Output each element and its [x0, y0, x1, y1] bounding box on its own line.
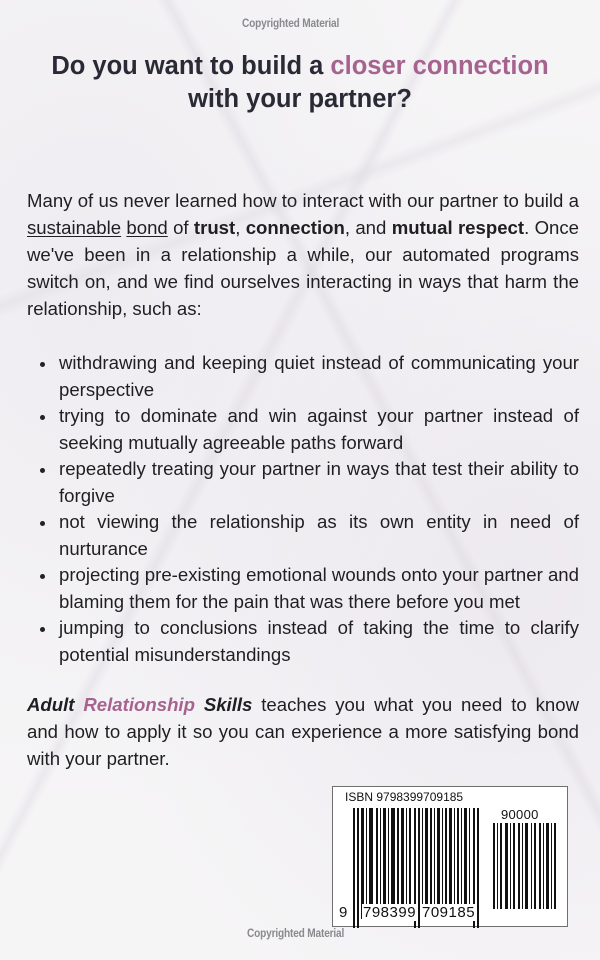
- bold-connection: connection: [245, 217, 345, 238]
- list-item-text: not viewing the relationship as its own entity in need of nurturance: [59, 511, 579, 559]
- intro-text: of: [167, 217, 194, 238]
- headline-part1: Do you want to build a: [51, 52, 331, 80]
- price-addon-label: 90000: [501, 807, 539, 822]
- bullet-icon: [40, 574, 45, 579]
- book-title-word: Adult: [27, 694, 75, 715]
- book-title-accent-word: Relationship: [83, 694, 195, 715]
- isbn-barcode: [332, 786, 568, 927]
- list-item-text: withdrawing and keeping quiet instead of communicating your perspective: [59, 352, 579, 400]
- list-item: [27, 615, 579, 668]
- copyright-watermark-top: Copyrighted Material: [242, 18, 340, 30]
- intro-text: . Once we've been in a relationship a while, our automated programs switch on, and we find ourselves interacting in ways that harm the relationship, such as:: [27, 217, 580, 319]
- intro-text: , and: [344, 217, 392, 238]
- copyright-watermark-bottom: Copyrighted Material: [247, 928, 345, 940]
- bullet-icon: [40, 415, 45, 420]
- headline: [0, 50, 600, 116]
- bullet-icon: [40, 627, 45, 632]
- barcode-digits-group2: 709185: [422, 904, 476, 921]
- list-item: [27, 350, 579, 403]
- list-item-text: trying to dominate and win against your partner instead of seeking mutually agreeable paths forward: [59, 405, 579, 453]
- book-title-word: Skills: [203, 694, 253, 715]
- issues-list: [27, 350, 579, 668]
- intro-paragraph: [27, 187, 579, 322]
- headline-accent: closer connection: [330, 52, 549, 80]
- isbn-label: ISBN 9798399709185: [345, 790, 464, 804]
- addon-barcode-bars-icon: [493, 823, 557, 909]
- underlined-sustainable: sustainable: [27, 217, 122, 238]
- barcode-digits-group1: 798399: [363, 904, 417, 921]
- headline-part2: with your partner?: [188, 85, 412, 113]
- barcode-bars-icon: [353, 808, 479, 919]
- list-item: [27, 562, 579, 615]
- bold-trust: trust: [193, 217, 236, 238]
- barcode-digit-first: 9: [339, 904, 348, 921]
- list-item: [27, 403, 579, 456]
- list-item-text: jumping to conclusions instead of taking the time to clarify potential misunderstandings: [59, 617, 579, 665]
- closing-text: teaches you what you need to know and how to apply it so you can experience a more satisfying bond with your partner.: [27, 694, 580, 769]
- bullet-icon: [40, 521, 45, 526]
- intro-text: Many of us never learned how to interact with our partner to build a: [27, 190, 579, 211]
- list-item-text: repeatedly treating your partner in ways that test their ability to forgive: [59, 458, 579, 506]
- list-item: [27, 509, 579, 562]
- intro-text: ,: [235, 217, 246, 238]
- underlined-bond: bond: [126, 217, 168, 238]
- list-item-text: projecting pre-existing emotional wounds onto your partner and blaming them for the pain that was there before you met: [59, 564, 579, 612]
- closing-paragraph: [27, 691, 579, 772]
- list-item: [27, 456, 579, 509]
- bullet-icon: [40, 468, 45, 473]
- bullet-icon: [40, 362, 45, 367]
- bold-mutual-respect: mutual respect: [391, 217, 525, 238]
